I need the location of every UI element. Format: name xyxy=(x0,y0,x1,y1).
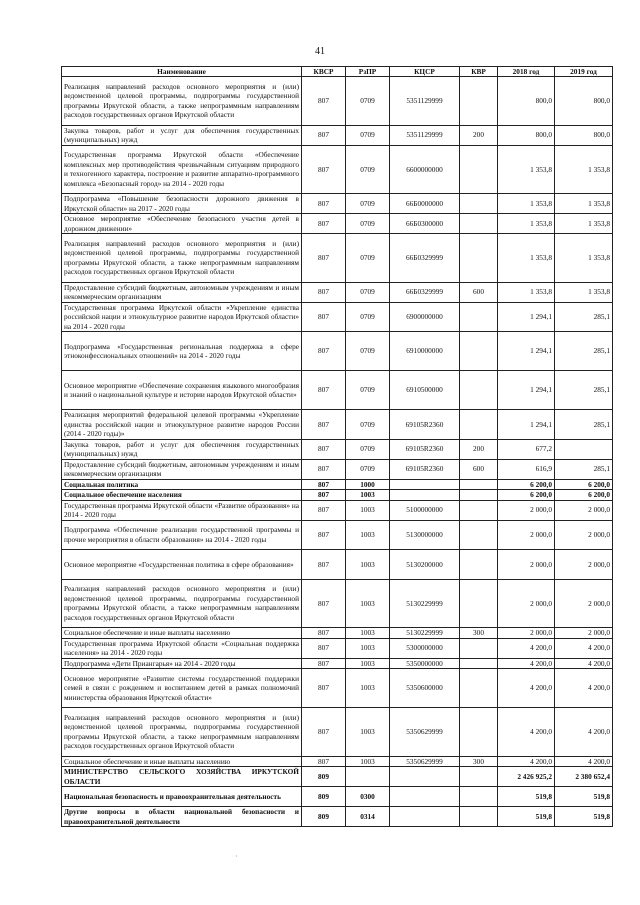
cell-kcsr: 66Б0329999 xyxy=(390,234,460,283)
cell-2019: 2 000,0 xyxy=(555,628,613,639)
cell-2019: 285,1 xyxy=(555,302,613,332)
cell-2019: 2 000,0 xyxy=(555,520,613,550)
cell-name: Социальная политика xyxy=(62,479,302,490)
table-row xyxy=(62,658,613,669)
cell-2019: 285,1 xyxy=(555,459,613,479)
cell-kvr xyxy=(460,302,498,332)
cell-kvr xyxy=(460,579,498,628)
table-row xyxy=(62,500,613,520)
cell-2018: 1 294,1 xyxy=(498,410,555,440)
cell-kvr xyxy=(460,214,498,234)
cell-kcsr: 5300000000 xyxy=(390,638,460,658)
cell-kvr xyxy=(460,658,498,669)
cell-rzpr: 1003 xyxy=(346,756,390,767)
cell-2018: 2 000,0 xyxy=(498,500,555,520)
cell-rzpr: 1003 xyxy=(346,550,390,580)
cell-2018: 519,8 xyxy=(498,807,555,827)
cell-kcsr: 5130229999 xyxy=(390,628,460,639)
cell-name: Национальная безопасность и правоохранительная деятельность xyxy=(62,787,302,807)
cell-kvr xyxy=(460,500,498,520)
table-row xyxy=(62,302,613,332)
cell-rzpr xyxy=(346,767,390,787)
cell-kcsr: 69105R2360 xyxy=(390,410,460,440)
cell-kcsr: 66Б0300000 xyxy=(390,214,460,234)
cell-name: Реализация направлений расходов основного мероприятия и (или) ведомственной целевой программы, подпрограммы государственной программы Иркутской области, а также непрограммным направлениям расходов государственных органов Иркутской области xyxy=(62,234,302,283)
cell-rzpr: 1003 xyxy=(346,638,390,658)
cell-kvr xyxy=(460,767,498,787)
cell-rzpr: 0709 xyxy=(346,194,390,214)
cell-2018: 4 200,0 xyxy=(498,658,555,669)
cell-kcsr: 5350600000 xyxy=(390,669,460,708)
cell-kcsr: 69105R2360 xyxy=(390,439,460,459)
cell-kcsr: 66Б0000000 xyxy=(390,194,460,214)
cell-kvr xyxy=(460,787,498,807)
header-name: Наименование xyxy=(62,67,302,77)
cell-2018: 1 294,1 xyxy=(498,332,555,371)
cell-kvsr: 807 xyxy=(302,145,346,194)
cell-2019: 4 200,0 xyxy=(555,669,613,708)
cell-kvsr: 807 xyxy=(302,708,346,757)
cell-kvr xyxy=(460,194,498,214)
cell-name: Основное мероприятие «Развитие системы государственной поддержки семей в связи с рождением и воспитанием детей в рамках полномочий министерства образования Иркутской области» xyxy=(62,669,302,708)
cell-2018: 800,0 xyxy=(498,125,555,145)
cell-2019: 1 353,8 xyxy=(555,234,613,283)
cell-kvr: 300 xyxy=(460,628,498,639)
cell-2018: 2 000,0 xyxy=(498,579,555,628)
cell-kvsr: 809 xyxy=(302,767,346,787)
table-row xyxy=(62,638,613,658)
cell-kvsr: 809 xyxy=(302,787,346,807)
cell-rzpr: 0709 xyxy=(346,302,390,332)
cell-2019: 1 353,8 xyxy=(555,194,613,214)
cell-2018: 2 000,0 xyxy=(498,628,555,639)
table-row xyxy=(62,479,613,490)
cell-name: Государственная программа Иркутской области «Развитие образования» на 2014 - 2020 годы xyxy=(62,500,302,520)
cell-name: Государственная программа Иркутской области «Социальная поддержка населения» на 2014 - 2020 годы xyxy=(62,638,302,658)
cell-kcsr: 6910000000 xyxy=(390,332,460,371)
cell-2018: 2 426 925,2 xyxy=(498,767,555,787)
cell-kcsr: 5350000000 xyxy=(390,658,460,669)
cell-kvsr: 807 xyxy=(302,500,346,520)
cell-2019: 4 200,0 xyxy=(555,658,613,669)
cell-kvr xyxy=(460,410,498,440)
cell-kcsr: 5130000000 xyxy=(390,520,460,550)
cell-2019: 1 353,8 xyxy=(555,214,613,234)
cell-kvsr: 807 xyxy=(302,371,346,410)
cell-name: Основное мероприятие «Государственная политика в сфере образования» xyxy=(62,550,302,580)
table-row xyxy=(62,77,613,126)
cell-name: Социальное обеспечение населения xyxy=(62,490,302,501)
cell-rzpr: 0314 xyxy=(346,807,390,827)
table-row xyxy=(62,371,613,410)
cell-kvr: 300 xyxy=(460,756,498,767)
cell-name: Социальное обеспечение и иные выплаты населению xyxy=(62,756,302,767)
cell-kvsr: 807 xyxy=(302,214,346,234)
cell-kcsr: 6910500000 xyxy=(390,371,460,410)
cell-kvr: 200 xyxy=(460,439,498,459)
cell-2018: 2 000,0 xyxy=(498,550,555,580)
cell-kvr xyxy=(460,490,498,501)
cell-kvr xyxy=(460,145,498,194)
cell-kcsr xyxy=(390,767,460,787)
cell-rzpr: 1003 xyxy=(346,628,390,639)
cell-2019: 519,8 xyxy=(555,807,613,827)
cell-rzpr: 0709 xyxy=(346,145,390,194)
table-row xyxy=(62,787,613,807)
cell-name: Основное мероприятие «Обеспечение сохранения языкового многообразия и знаний о национальной культуре и истории народов Иркутской области» xyxy=(62,371,302,410)
cell-kvsr: 807 xyxy=(302,579,346,628)
cell-2018: 1 353,8 xyxy=(498,194,555,214)
cell-name: Подпрограмма «Повышение безопасности дорожного движения в Иркутской области» на 2017 - 2020 годы xyxy=(62,194,302,214)
cell-2018: 4 200,0 xyxy=(498,669,555,708)
cell-2019: 800,0 xyxy=(555,125,613,145)
cell-2018: 800,0 xyxy=(498,77,555,126)
cell-kcsr: 5350629999 xyxy=(390,708,460,757)
cell-2019: 6 200,0 xyxy=(555,490,613,501)
cell-rzpr: 0300 xyxy=(346,787,390,807)
cell-2019: 4 200,0 xyxy=(555,756,613,767)
cell-rzpr: 1003 xyxy=(346,669,390,708)
cell-2019: 2 380 652,4 xyxy=(555,767,613,787)
cell-kcsr: 69105R2360 xyxy=(390,459,460,479)
cell-kcsr: 5351129999 xyxy=(390,125,460,145)
cell-rzpr: 0709 xyxy=(346,371,390,410)
cell-name: Другие вопросы в области национальной безопасности и правоохранительной деятельности xyxy=(62,807,302,827)
cell-kvsr: 807 xyxy=(302,77,346,126)
table-row xyxy=(62,490,613,501)
table-row xyxy=(62,459,613,479)
cell-rzpr: 1003 xyxy=(346,500,390,520)
cell-kcsr: 5100000000 xyxy=(390,500,460,520)
cell-2018: 4 200,0 xyxy=(498,708,555,757)
cell-2019: 285,1 xyxy=(555,332,613,371)
cell-kvr xyxy=(460,234,498,283)
table-row xyxy=(62,807,613,827)
cell-2018: 4 200,0 xyxy=(498,756,555,767)
cell-kcsr xyxy=(390,490,460,501)
cell-2018: 2 000,0 xyxy=(498,520,555,550)
cell-2019: 519,8 xyxy=(555,787,613,807)
header-kvsr: КВСР xyxy=(302,67,346,77)
cell-kvsr: 807 xyxy=(302,628,346,639)
cell-rzpr: 0709 xyxy=(346,439,390,459)
header-kcsr: КЦСР xyxy=(390,67,460,77)
cell-2019: 285,1 xyxy=(555,410,613,440)
cell-kvsr: 807 xyxy=(302,410,346,440)
cell-2019: 1 353,8 xyxy=(555,282,613,302)
cell-kvr xyxy=(460,520,498,550)
cell-2019: 1 353,8 xyxy=(555,145,613,194)
table-row xyxy=(62,579,613,628)
table-row xyxy=(62,439,613,459)
cell-kcsr: 66Б0329999 xyxy=(390,282,460,302)
cell-name: Реализация направлений расходов основного мероприятия и (или) ведомственной целевой программы, подпрограммы государственной программы Иркутской области, а также непрограммным направлениям расходов государственных органов Иркутской области xyxy=(62,579,302,628)
cell-kcsr: 5351129999 xyxy=(390,77,460,126)
cell-kvsr: 807 xyxy=(302,282,346,302)
cell-rzpr: 0709 xyxy=(346,459,390,479)
cell-name: Основное мероприятие «Обеспечение безопасного участия детей в дорожном движении» xyxy=(62,214,302,234)
cell-rzpr: 1003 xyxy=(346,658,390,669)
cell-2018: 677,2 xyxy=(498,439,555,459)
table-row xyxy=(62,708,613,757)
scan-mark: · xyxy=(235,852,238,861)
cell-kcsr: 5130200000 xyxy=(390,550,460,580)
cell-kvsr: 807 xyxy=(302,520,346,550)
cell-2018: 1 294,1 xyxy=(498,371,555,410)
cell-kvr xyxy=(460,371,498,410)
cell-name: Реализация направлений расходов основного мероприятия и (или) ведомственной целевой программы, подпрограммы государственной программы Иркутской области, а также непрограммным направлениям расходов государственных органов Иркутской области xyxy=(62,77,302,126)
cell-name: Закупка товаров, работ и услуг для обеспечения государственных (муниципальных) нужд xyxy=(62,439,302,459)
cell-name: Подпрограмма «Дети Приангарья» на 2014 - 2020 годы xyxy=(62,658,302,669)
cell-kvsr: 807 xyxy=(302,669,346,708)
cell-name: Предоставление субсидий бюджетным, автономным учреждениям и иным некоммерческим организациям xyxy=(62,282,302,302)
cell-kvsr: 807 xyxy=(302,756,346,767)
cell-kvsr: 807 xyxy=(302,479,346,490)
cell-2019: 285,1 xyxy=(555,371,613,410)
cell-rzpr: 1003 xyxy=(346,490,390,501)
cell-rzpr: 0709 xyxy=(346,282,390,302)
cell-kvsr: 807 xyxy=(302,490,346,501)
table-row xyxy=(62,767,613,787)
cell-2019 xyxy=(555,439,613,459)
cell-kvr xyxy=(460,807,498,827)
cell-2019: 800,0 xyxy=(555,77,613,126)
cell-name: Государственная программа Иркутской области «Обеспечение комплексных мер противодействия чрезвычайным ситуациям природного и техногенного характера, построение и развитие аппаратно-программного комплекса «Безопасный город» на 2014 - 2020 годы xyxy=(62,145,302,194)
cell-kcsr xyxy=(390,807,460,827)
cell-kvsr: 809 xyxy=(302,807,346,827)
cell-2018: 1 353,8 xyxy=(498,214,555,234)
table-row xyxy=(62,194,613,214)
cell-name: Закупка товаров, работ и услуг для обеспечения государственных (муниципальных) нужд xyxy=(62,125,302,145)
cell-rzpr: 0709 xyxy=(346,125,390,145)
header-2018: 2018 год xyxy=(498,67,555,77)
cell-name: Подпрограмма «Государственная региональная поддержка в сфере этноконфессиональных отношений» на 2014 - 2020 годы xyxy=(62,332,302,371)
header-2019: 2019 год xyxy=(555,67,613,77)
cell-2019: 2 000,0 xyxy=(555,579,613,628)
cell-kvsr: 807 xyxy=(302,332,346,371)
cell-rzpr: 0709 xyxy=(346,410,390,440)
cell-rzpr: 0709 xyxy=(346,77,390,126)
cell-2018: 1 353,8 xyxy=(498,282,555,302)
cell-kvr xyxy=(460,332,498,371)
cell-kcsr: 6600000000 xyxy=(390,145,460,194)
cell-2018: 6 200,0 xyxy=(498,490,555,501)
cell-kvr xyxy=(460,708,498,757)
cell-kvsr: 807 xyxy=(302,459,346,479)
table-row xyxy=(62,145,613,194)
cell-kvsr: 807 xyxy=(302,439,346,459)
cell-kvr xyxy=(460,77,498,126)
cell-kvr xyxy=(460,669,498,708)
cell-kvr: 600 xyxy=(460,459,498,479)
table-header-row xyxy=(62,67,613,77)
cell-kvsr: 807 xyxy=(302,234,346,283)
cell-rzpr: 0709 xyxy=(346,214,390,234)
cell-rzpr: 1003 xyxy=(346,520,390,550)
cell-rzpr: 0709 xyxy=(346,234,390,283)
table-row xyxy=(62,669,613,708)
cell-kvr xyxy=(460,638,498,658)
table-row xyxy=(62,282,613,302)
cell-name: Реализация мероприятий федеральной целевой программы «Укрепление единства российской нации и этнокультурное развитие народов России (2014 - 2020 годы)» xyxy=(62,410,302,440)
cell-2018: 519,8 xyxy=(498,787,555,807)
cell-2019: 2 000,0 xyxy=(555,550,613,580)
cell-kvr: 600 xyxy=(460,282,498,302)
table-row xyxy=(62,125,613,145)
cell-name: Подпрограмма «Обеспечение реализации государственной программы и прочие мероприятия в области образования» на 2014 - 2020 годы xyxy=(62,520,302,550)
table-row xyxy=(62,332,613,371)
cell-kvsr: 807 xyxy=(302,658,346,669)
cell-2018: 4 200,0 xyxy=(498,638,555,658)
cell-kvr: 200 xyxy=(460,125,498,145)
cell-kvsr: 807 xyxy=(302,550,346,580)
cell-kvsr: 807 xyxy=(302,638,346,658)
cell-2018: 1 353,8 xyxy=(498,234,555,283)
cell-kcsr: 5350629999 xyxy=(390,756,460,767)
header-kvr: КВР xyxy=(460,67,498,77)
cell-kvr xyxy=(460,479,498,490)
table-row xyxy=(62,756,613,767)
table-row xyxy=(62,234,613,283)
cell-name: Государственная программа Иркутской области «Укрепление единства российской нации и этнокультурное развитие народов Иркутской области» на 2014 - 2020 годы xyxy=(62,302,302,332)
cell-rzpr: 0709 xyxy=(346,332,390,371)
cell-rzpr: 1000 xyxy=(346,479,390,490)
cell-rzpr: 1003 xyxy=(346,579,390,628)
cell-name: МИНИСТЕРСТВО СЕЛЬСКОГО ХОЗЯЙСТВА ИРКУТСКОЙ ОБЛАСТИ xyxy=(62,767,302,787)
cell-name: Предоставление субсидий бюджетным, автономным учреждениям и иным некоммерческим организациям xyxy=(62,459,302,479)
cell-kcsr: 6900000000 xyxy=(390,302,460,332)
cell-kcsr xyxy=(390,787,460,807)
cell-2019: 4 200,0 xyxy=(555,708,613,757)
budget-table xyxy=(61,66,613,827)
cell-name: Реализация направлений расходов основного мероприятия и (или) ведомственной целевой программы, подпрограммы государственной программы Иркутской области, а также непрограммным направлениям расходов государственных органов Иркутской области xyxy=(62,708,302,757)
cell-rzpr: 1003 xyxy=(346,708,390,757)
cell-kcsr: 5130229999 xyxy=(390,579,460,628)
cell-2019: 4 200,0 xyxy=(555,638,613,658)
page-number: 41 xyxy=(315,46,325,57)
cell-2018: 1 294,1 xyxy=(498,302,555,332)
table-row xyxy=(62,628,613,639)
table-row xyxy=(62,410,613,440)
cell-2018: 616,9 xyxy=(498,459,555,479)
cell-2018: 6 200,0 xyxy=(498,479,555,490)
cell-kvsr: 807 xyxy=(302,125,346,145)
table-body xyxy=(62,77,613,827)
header-rzpr: РзПР xyxy=(346,67,390,77)
cell-name: Социальное обеспечение и иные выплаты населению xyxy=(62,628,302,639)
cell-2018: 1 353,8 xyxy=(498,145,555,194)
table-row xyxy=(62,550,613,580)
cell-2019: 6 200,0 xyxy=(555,479,613,490)
cell-2019: 2 000,0 xyxy=(555,500,613,520)
cell-kcsr xyxy=(390,479,460,490)
cell-kvsr: 807 xyxy=(302,194,346,214)
cell-kvsr: 807 xyxy=(302,302,346,332)
table-row xyxy=(62,520,613,550)
cell-kvr xyxy=(460,550,498,580)
table-row xyxy=(62,214,613,234)
